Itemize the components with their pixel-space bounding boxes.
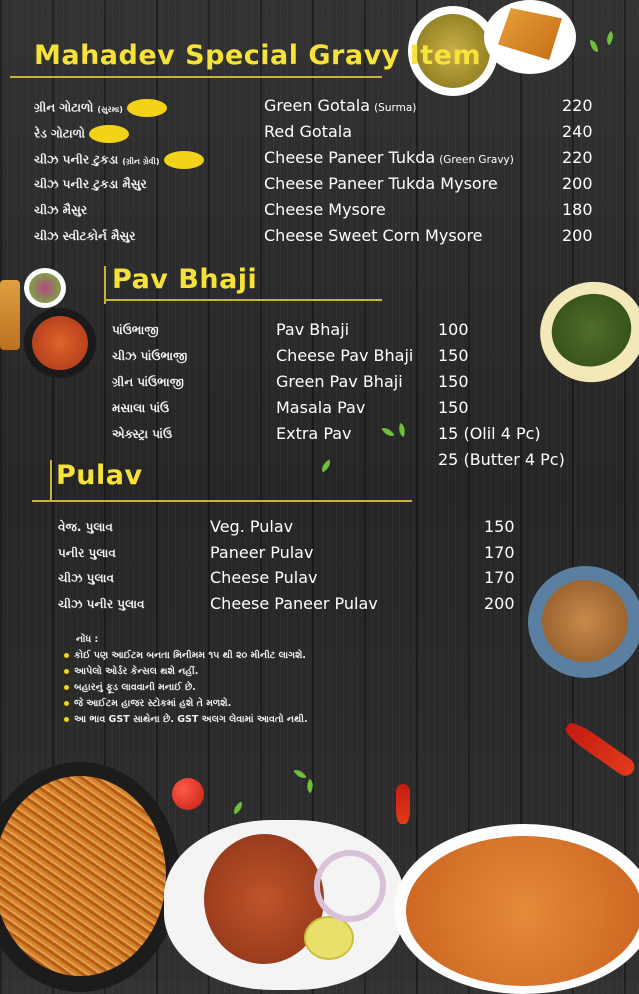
gravy-item-gujarati-note: (ગ્રીન ગ્રેવી) <box>122 156 160 166</box>
pulav-item-name: Cheese Paneer Pulav <box>210 594 378 613</box>
gravy-item-name-text: Cheese Mysore <box>264 200 386 219</box>
pulav-item-name: Veg. Pulav <box>210 517 294 536</box>
leaf-icon <box>603 31 617 45</box>
gravy-item-name-note: (Green Gravy) <box>439 154 514 166</box>
pulav-item-price: 170 <box>484 568 515 587</box>
gravy-item-gujarati-name: ચીઝ મૈસુર <box>34 203 88 217</box>
tomato-image <box>172 778 204 810</box>
notes-list <box>58 650 478 725</box>
gravy-item-price: 200 <box>562 226 593 245</box>
gravy-item-name-text: Green Gotala <box>264 96 371 115</box>
gravy-item-gujarati-name: રેડ ગોટાળો <box>34 126 86 141</box>
pulav-pan-image <box>0 762 180 992</box>
pulav-item-price: 200 <box>484 594 515 613</box>
note-item: આ ભાવ GST સાથેના છે. GST અલગ લેવામાં આવતો નથી. <box>64 714 478 725</box>
pavbhaji-item-gujarati: મસાલા પાંઉ <box>112 401 170 415</box>
gravy-item-gujarati-name: ગ્રીન ગોટાળો <box>34 100 94 115</box>
leaf-icon <box>304 779 317 793</box>
gravy-item-price: 180 <box>562 200 593 219</box>
pavbhaji-item-price: 100 <box>438 320 469 339</box>
gravy-item-gujarati-name: ચીઝ પનીર ટુકડા મૈસુર <box>34 177 147 191</box>
notes-heading: નોંધ : <box>76 634 99 645</box>
pav-bread-image <box>0 280 20 350</box>
extra-pav-price-butter: 25 (Butter 4 Pc) <box>438 450 565 469</box>
pavbhaji-item-gujarati: પાંઉભાજી <box>112 323 159 337</box>
gravy-item-name-text: Cheese Paneer Tukda Mysore <box>264 174 498 193</box>
gravy-item-gujarati <box>34 177 147 192</box>
pavbhaji-item-price: 150 <box>438 346 469 365</box>
pavbhaji-item-price: 15 (Olil 4 Pc) <box>438 424 541 443</box>
notes-box <box>58 634 478 730</box>
dish-plate-image <box>528 566 639 678</box>
pavbhaji-plate-image <box>24 308 96 378</box>
pavbhaji-item-price: 150 <box>438 372 469 391</box>
pavbhaji-item-gujarati: ચીઝ પાંઉભાજી <box>112 349 188 363</box>
pulav-divider <box>32 500 412 502</box>
salad-bowl-image <box>24 268 66 308</box>
pavbhaji-item-name: Masala Pav <box>276 398 366 417</box>
gravy-item-price: 240 <box>562 122 593 141</box>
mahadev-logo-badge <box>127 99 167 117</box>
gravy-divider <box>10 76 382 78</box>
gravy-item-name <box>264 122 352 141</box>
pulav-section-title: Pulav <box>56 460 143 491</box>
pulav-item-name: Paneer Pulav <box>210 543 314 562</box>
leaf-icon <box>231 802 245 815</box>
leaf-icon <box>396 423 408 437</box>
gravy-item-gujarati-name: ચીઝ પનીર ટુકડા <box>34 152 119 167</box>
chilli-image <box>562 719 638 780</box>
mahadev-logo-badge <box>164 151 204 169</box>
note-item: આપેલો ઓર્ડર કેન્સલ થશે નહીં. <box>64 666 478 677</box>
leaf-icon <box>382 425 395 439</box>
gravy-item-price: 200 <box>562 174 593 193</box>
plate-image-2 <box>484 0 576 74</box>
pavbhaji-item-name: Green Pav Bhaji <box>276 372 403 391</box>
gravy-item-gujarati <box>34 151 204 169</box>
leaf-icon <box>590 40 598 52</box>
gravy-item-price: 220 <box>562 96 593 115</box>
pavbhaji-divider <box>104 299 382 301</box>
note-item: જે આઈટમ હાજર સ્ટોકમાં હશે તે મળશે. <box>64 698 478 709</box>
note-item: કોઈ પણ આઈટમ બનતા મિનીમમ ૧૫ થી ૨૦ મીનીટ લાગશે. <box>64 650 478 661</box>
gravy-item-name <box>264 174 498 193</box>
pavbhaji-item-name: Pav Bhaji <box>276 320 350 339</box>
curry-bowl-image <box>394 824 639 994</box>
gravy-item-price: 220 <box>562 148 593 167</box>
note-item: બહારનું ફૂડ લાવવાની મનાઈ છે. <box>64 682 478 693</box>
gravy-item-name-note: (Surma) <box>374 102 417 114</box>
pulav-item-gujarati: ચીઝ પુલાવ <box>58 571 114 585</box>
pulav-item-price: 150 <box>484 517 515 536</box>
gravy-item-gujarati <box>34 229 135 244</box>
chilli-image <box>396 784 410 824</box>
pulav-item-price: 170 <box>484 543 515 562</box>
gravy-item-gujarati <box>34 99 167 117</box>
pavbhaji-item-price: 150 <box>438 398 469 417</box>
pulav-item-gujarati: ચીઝ પનીર પુલાવ <box>58 597 145 611</box>
gravy-item-name-text: Red Gotala <box>264 122 352 141</box>
gravy-item-name <box>264 96 416 115</box>
gravy-item-name <box>264 226 483 245</box>
green-pavbhaji-plate-image <box>529 270 639 394</box>
leaf-icon <box>294 767 307 781</box>
gravy-item-gujarati-note: (સુરમા) <box>97 104 123 114</box>
gravy-item-name-text: Cheese Sweet Corn Mysore <box>264 226 483 245</box>
pavbhaji-item-gujarati: ગ્રીન પાંઉભાજી <box>112 375 184 389</box>
gravy-item-gujarati <box>34 125 129 143</box>
pulav-item-name: Cheese Pulav <box>210 568 318 587</box>
gravy-item-gujarati <box>34 203 87 218</box>
pulav-vertical-rule <box>50 460 52 502</box>
leaf-icon <box>319 460 333 473</box>
pavbhaji-item-gujarati: એક્સ્ટ્રા પાંઉ <box>112 427 173 441</box>
gravy-item-name <box>264 148 514 167</box>
gravy-item-name-text: Cheese Paneer Tukda <box>264 148 436 167</box>
pavbhaji-section-title: Pav Bhaji <box>112 264 258 295</box>
gravy-item-name <box>264 200 386 219</box>
mahadev-logo-badge <box>89 125 129 143</box>
pavbhaji-item-name: Extra Pav <box>276 424 352 443</box>
pulav-item-gujarati: પનીર પુલાવ <box>58 546 116 560</box>
gravy-section-title: Mahadev Special Gravy Item <box>34 40 482 71</box>
gravy-item-gujarati-name: ચીઝ સ્વીટકોર્ન મૈસુર <box>34 229 136 243</box>
pulav-item-gujarati: વેજ. પુલાવ <box>58 520 113 534</box>
dish-bowl-image <box>164 820 404 990</box>
pavbhaji-item-name: Cheese Pav Bhaji <box>276 346 414 365</box>
